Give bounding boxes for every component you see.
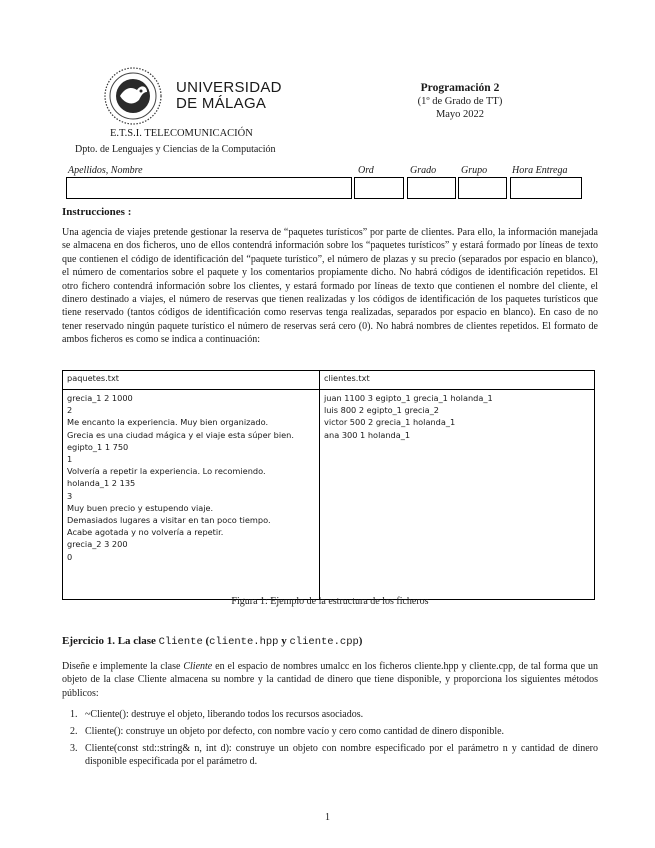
apellidos-nombre-field[interactable] [66,177,352,199]
paquetes-line: egipto_1 1 750 [67,441,129,452]
paquetes-line: Me encanto la experiencia. Muy bien organizado. [67,417,269,428]
label-hora-entrega: Hora Entrega [512,165,568,176]
paquetes-line: grecia_2 3 200 [67,539,128,550]
clientes-line: luis 800 2 egipto_1 grecia_2 [324,405,439,416]
instructions-paragraph: Una agencia de viajes pretende gestionar la reserva de “paquetes turísticos” por parte de clientes. Para ello, la información manejada se almacena en dos ficheros, uno de ellos contendrá información sobre los “paquetes turísticos” y estará formado por líneas de texto que contienen el código de identificación del “paquete turístico”, el número de plazas y su precio (separados por espacio en blanco), el número de comentarios sobre el paquete y los comentarios propiamente dicho. No habrá códigos de identificación repetidos. El otro fichero contendrá información sobre los clientes, y estará formado por líneas de texto que contienen el nombre del cliente, el dinero destinado a viajes, el número de reservas que tienen realizadas y los códigos de identificación de los paquetes turísticos que tiene reservado (tantos códigos de identificación como reservas tenga realizadas, separados por espacio en blanco). En caso de no tener reservado ningún paquete turístico el número de reservas será cero (0). No habrá nombres de clientes repetidos. El formato de ambos ficheros es como se indica a continuación: [62,227,598,346]
method-item: 2. Cliente(): construye un objeto por defecto, con nombre vacío y cero como cantidad de dinero disponible. [70,726,505,737]
method-item: 3. Cliente(const std::string& n, int d): construye un objeto con nombre especificado por el parámetro n y cantidad de dinero disponible especificada por el parámetro d. [70,743,598,768]
figure-caption: Figura 1: Ejemplo de la estructura de los ficheros [231,596,429,607]
clientes-header: clientes.txt [320,371,595,390]
paquetes-line: Volvería a repetir la experiencia. Lo recomiendo. [67,466,266,477]
course-info [396,82,524,121]
label-grado: Grado [410,165,437,176]
paquetes-line: Grecia es una ciudad mágica y el viaje esta súper bien. [67,429,294,440]
university-seal-logo [103,66,163,126]
exercise-intro: Diseñe e implemente la clase Cliente en el espacio de nombres umalcc en los ficheros cliente.hpp y cliente.cpp, de tal forma que un objeto de la clase Cliente almacena su nombre y la cantidad de dinero que tiene disponible, y proporciona los siguientes métodos públicos: [62,661,598,699]
paquetes-line: grecia_1 2 1000 [67,393,133,403]
paquetes-line: 2 [67,405,73,416]
grado-field[interactable] [407,177,456,199]
paquetes-line: holanda_1 2 135 [67,478,136,489]
clientes-line: ana 300 1 holanda_1 [324,429,411,440]
university-name: UNIVERSIDAD DE MÁLAGA [176,79,282,112]
method-item: 1. ~Cliente(): destruye el objeto, liberando todos los recursos asociados. [70,709,364,720]
grupo-field[interactable] [458,177,507,199]
course-title: Programación 2 [420,82,500,94]
paquetes-line: Demasiados lugares a visitar en tan poco tiempo. [67,515,271,526]
page-number: 1 [325,812,330,823]
files-example-table [62,370,595,600]
label-grupo: Grupo [461,165,488,176]
exam-date: Mayo 2022 [435,109,485,120]
paquetes-line: Acabe agotada y no volvería a repetir. [67,527,224,538]
paquetes-line: 3 [67,490,73,501]
paquetes-line: 0 [67,551,73,562]
paquetes-content [63,390,320,600]
course-year: (1º de Grado de TT) [417,96,503,107]
label-ord: Ord [358,165,374,176]
exercise-title: Ejercicio 1. La clase Cliente (cliente.hpp y cliente.cpp) [62,635,363,648]
clientes-content [320,390,595,600]
instructions-title: Instrucciones : [62,206,132,218]
clientes-line: victor 500 2 grecia_1 holanda_1 [324,417,456,428]
paquetes-header: paquetes.txt [63,371,320,390]
hora-entrega-field[interactable] [510,177,582,199]
school-name: E.T.S.I. TELECOMUNICACIÓN [110,128,253,139]
paquetes-line: 1 [67,454,73,465]
clientes-line: juan 1100 3 egipto_1 grecia_1 holanda_1 [324,393,493,403]
label-apellidos-nombre: Apellidos, Nombre [68,165,143,176]
department-name: Dpto. de Lenguajes y Ciencias de la Computación [75,144,276,155]
ord-field[interactable] [354,177,404,199]
paquetes-line: Muy buen precio y estupendo viaje. [67,502,214,513]
